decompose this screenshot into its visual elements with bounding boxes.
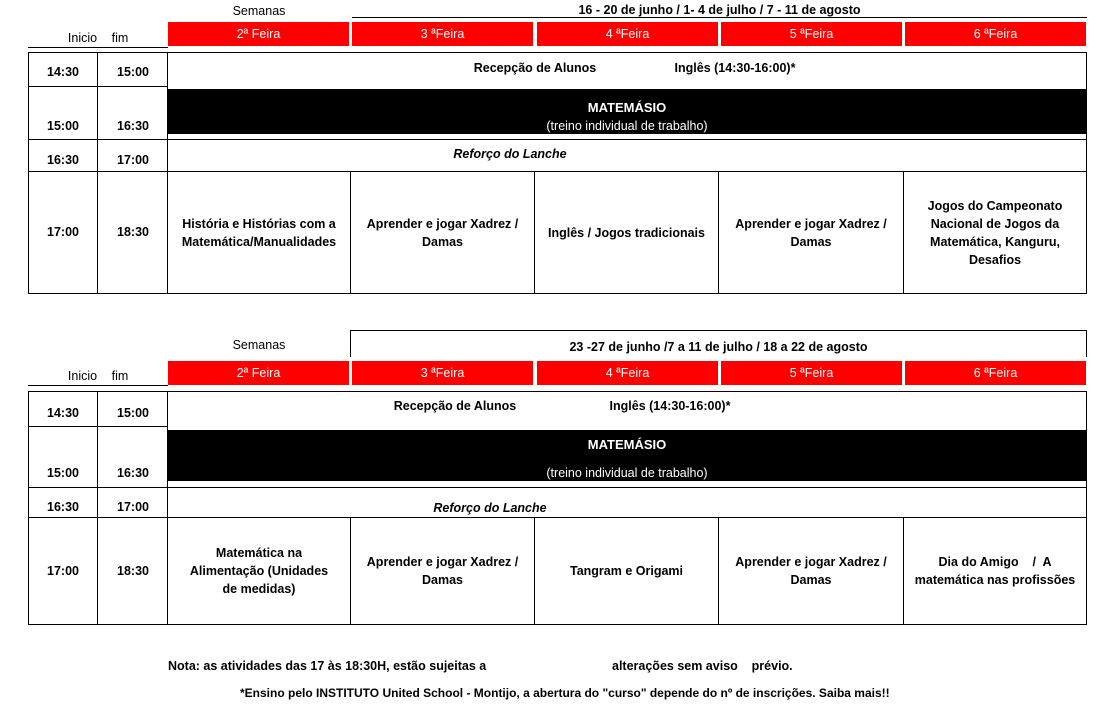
reception-text: Recepção de Alunos [473, 61, 597, 75]
day-header-tuesday: 3 ªFeira [352, 22, 533, 46]
activity-thursday: Aprender e jogar Xadrez / Damas [735, 555, 887, 587]
start-header: Inicio [67, 369, 98, 383]
english-text: Inglês (14:30-16:00)* [674, 61, 796, 75]
end-header: fim [111, 31, 129, 45]
row1-end: 15:00 [117, 65, 149, 79]
row4-start: 17:00 [47, 564, 79, 578]
end-header: fim [111, 369, 129, 383]
row2-start: 15:00 [47, 466, 79, 480]
row2-end: 16:30 [117, 466, 149, 480]
activity-friday: Dia do Amigo / A matemática nas profissões [914, 555, 1076, 587]
day-header-thursday: 5 ªFeira [721, 22, 902, 46]
activity-tuesday: Aprender e jogar Xadrez / Damas [366, 555, 519, 587]
row4-end: 18:30 [117, 564, 149, 578]
note-text-start: Nota: as atividades das 17 às 18:30H, estão sujeitas a [168, 659, 487, 673]
row1-start: 14:30 [47, 65, 79, 79]
day-header-friday: 6 ªFeira [905, 361, 1086, 385]
activity-wednesday: Tangram e Origami [570, 564, 683, 578]
row3-start: 16:30 [47, 153, 79, 167]
snack-text: Reforço do Lanche [433, 501, 547, 515]
day-header-monday: 2ª Feira [168, 361, 349, 385]
row3-end: 17:00 [117, 500, 149, 514]
row3-end: 17:00 [117, 153, 149, 167]
activity-friday: Jogos do Campeonato Nacional de Jogos da Matemática, Kanguru, Desafios [927, 198, 1063, 267]
matemasio-subtitle: (treino individual de trabalho) [546, 119, 708, 133]
day-header-monday: 2ª Feira [168, 22, 349, 46]
start-header: Inicio [67, 31, 98, 45]
day-header-wednesday: 4 ªFeira [537, 361, 718, 385]
row2-start: 15:00 [47, 119, 79, 133]
english-text: Inglês (14:30-16:00)* [609, 399, 731, 413]
row1-start: 14:30 [47, 406, 79, 420]
day-header-wednesday: 4 ªFeira [537, 22, 718, 46]
day-header-tuesday: 3 ªFeira [352, 361, 533, 385]
weeks-dates: 16 - 20 de junho / 1- 4 de julho / 7 - 11 de agosto [578, 3, 861, 17]
weeks-dates: 23 -27 de junho /7 a 11 de julho / 18 a 22 de agosto [569, 340, 868, 354]
row1-end: 15:00 [117, 406, 149, 420]
weeks-label: Semanas [232, 4, 286, 18]
matemasio-title: MATEMÁSIO [587, 100, 667, 115]
row2-end: 16:30 [117, 119, 149, 133]
row4-start: 17:00 [47, 225, 79, 239]
row4-end: 18:30 [117, 225, 149, 239]
day-header-friday: 6 ªFeira [905, 22, 1086, 46]
activity-monday: História e Histórias com a Matemática/Manualidades [181, 216, 337, 249]
weeks-label: Semanas [232, 338, 286, 352]
snack-text: Reforço do Lanche [453, 147, 567, 161]
row3-start: 16:30 [47, 500, 79, 514]
activity-thursday: Aprender e jogar Xadrez / Damas [735, 216, 887, 249]
activity-tuesday: Aprender e jogar Xadrez / Damas [366, 216, 519, 249]
reception-text: Recepção de Alunos [393, 399, 517, 413]
note-text-end: alterações sem aviso prévio. [612, 659, 793, 673]
activity-monday: Matemática na Alimentação (Unidades de medidas) [189, 546, 329, 596]
day-header-thursday: 5 ªFeira [721, 361, 902, 385]
activity-wednesday: Inglês / Jogos tradicionais [548, 225, 705, 240]
matemasio-title: MATEMÁSIO [587, 437, 667, 452]
footnote: *Ensino pelo INSTITUTO United School - Montijo, a abertura do "curso" depende do nº de inscrições. Saiba mais!! [240, 686, 890, 700]
matemasio-subtitle: (treino individual de trabalho) [546, 466, 708, 480]
